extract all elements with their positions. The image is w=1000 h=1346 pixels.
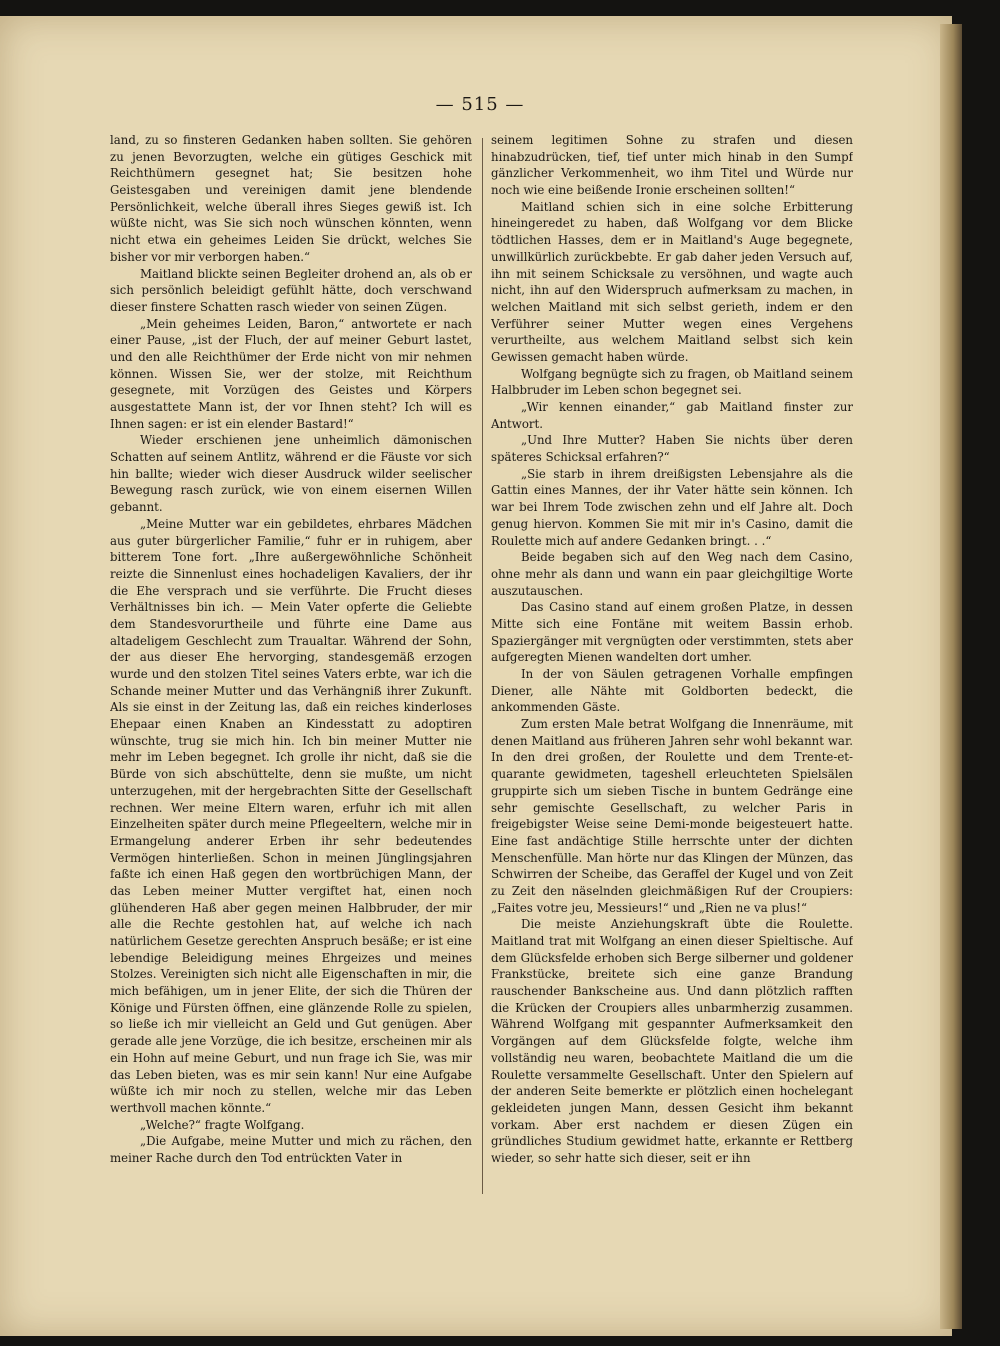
left-text-column [110, 132, 472, 1204]
paragraph: Das Casino stand auf einem großen Platze, in dessen Mitte sich eine Fontäne mit weitem Bassin erhob. Spaziergänger mit vergnügten oder verstimmten, stets aber aufgeregten Mienen wandelten dort umher. [491, 600, 853, 665]
page-number: — 515 — [435, 94, 525, 115]
paragraph: seinem legitimen Sohne zu strafen und diesen hinabzudrücken, tief, tief unter mich hinab in den Sumpf gänzlicher Verkommenheit, wo ihm Titel und Würde nur noch wie eine beißende Ironie erscheinen sollten!“ [491, 133, 853, 198]
paragraph: „Meine Mutter war ein gebildetes, ehrbares Mädchen aus guter bürgerlicher Familie,“ fuhr er in ruhigem, aber bitterem Tone fort. „Ihre außergewöhnliche Schönheit reizte die Sinnenlust eines hochadeligen Kavaliers, der ihr die Ehe versprach und sie verführte. Die Frucht dieses Verhältnisses bin ich. — Mein Vater opferte die Geliebte dem Standesvorurtheile und führte eine Dame aus altadeligem Geschlecht zum Traualtar. Während der Sohn, der aus dieser Ehe hervorging, standesgemäß erzogen wurde und den stolzen Titel seines Vaters erbte, war ich die Schande meiner Mutter und das Verhängniß ihrer Zukunft. Als sie einst in der Zeitung las, daß ein reiches kinderloses Ehepaar einen Knaben an Kindesstatt zu adoptiren wünschte, trug sie mich hin. Ich bin meiner Mutter nie mehr im Leben begegnet. Ich grolle ihr nicht, daß sie die Bürde von sich abschüttelte, denn sie mußte, um nicht unterzugehen, mit der hergebrachten Sitte der Gesellschaft rechnen. Wer meine Eltern waren, erfuhr ich mit allen Einzelheiten später durch meine Pflegeeltern, welche mir in Ermangelung anderer Erben ihr sehr bedeutendes Vermögen hinterließen. Schon in meinen Jünglingsjahren faßte ich einen Haß gegen den wortbrüchigen Mann, der das Leben meiner Mutter vergiftet hat, einen noch glühenderen Haß aber gegen meinen Halbbruder, der mir alle die Rechte gestohlen hat, auf welche ich nach natürlichem Gesetze gerechten Anspruch besäße; er ist eine lebendige Beleidigung meines Ehrgeizes und meines Stolzes. Vereinigten sich nicht alle Eigenschaften in mir, die mich befähigen, um in jener Elite, der sich die Thüren der Könige und Fürsten öffnen, eine glänzende Rolle zu spielen, so ließe ich mir vielleicht an Geld und Gut genügen. Aber gerade alle jene Vorzüge, die ich besitze, erscheinen mir als ein Hohn auf meine Geburt, und nun frage ich Sie, was mir das Leben bieten, was es mir sein kann! Nur eine Aufgabe wüßte ich mir noch zu stellen, welche mir das Leben werthvoll machen könnte.“ [110, 516, 472, 1115]
paragraph: land, zu so finsteren Gedanken haben sollten. Sie gehören zu jenen Bevorzugten, welche ein gütiges Geschick mit Reichthümern gesegnet hat; Sie besitzen hohe Geistesgaben und vereinigen damit jene blendende Persönlichkeit, welche überall ihres Sieges gewiß ist. Ich wüßte nicht, was Sie sich noch wünschen könnten, wenn nicht etwa ein geheimes Leiden Sie drückt, welches Sie bisher vor mir verborgen haben.“ [110, 133, 472, 264]
paragraph: „Wir kennen einander,“ gab Maitland finster zur Antwort. [491, 400, 853, 431]
paragraph: In der von Säulen getragenen Vorhalle empfingen Diener, alle Nähte mit Goldborten bedeckt, die ankommenden Gäste. [491, 667, 853, 715]
paragraph: „Sie starb in ihrem dreißigsten Lebensjahre als die Gattin eines Mannes, der ihr Vater hätte sein können. Ich war bei Ihrem Tode zwischen zehn und elf Jahre alt. Doch genug hiervon. Kommen Sie mit mir in's Casino, damit die Roulette mich auf andere Gedanken bringt. . .“ [491, 466, 853, 548]
paragraph: „Welche?“ fragte Wolfgang. [140, 1117, 305, 1132]
paragraph: Wolfgang begnügte sich zu fragen, ob Maitland seinem Halbbruder im Leben schon begegnet sei. [491, 366, 853, 398]
paragraph: „Und Ihre Mutter? Haben Sie nichts über deren späteres Schicksal erfahren?“ [491, 433, 853, 465]
paragraph: „Mein geheimes Leiden, Baron,“ antwortete er nach einer Pause, „ist der Fluch, der auf meiner Geburt lastet, und den alle Reichthümer der Erde nicht von mir nehmen können. Wissen Sie, wer der stolze, mit Reichthum gesegnete, mit Vorzügen des Geistes und Körpers ausgestattete Mann ist, der vor Ihnen steht? Ich will es Ihnen sagen: er ist ein elender Bastard!“ [110, 316, 472, 431]
page-edge [940, 24, 962, 1329]
paragraph: Maitland blickte seinen Begleiter drohend an, als ob er sich persönlich beleidigt gefühlt hätte, doch verschwand dieser finstere Schatten rasch wieder von seinen Zügen. [110, 266, 472, 314]
paragraph: Maitland schien sich in eine solche Erbitterung hineingeredet zu haben, daß Wolfgang vor dem Blicke tödtlichen Hasses, dem er in Maitland's Auge begegnete, unwillkürlich zurückbebte. Er gab daher jeden Versuch auf, ihn mit seinem Schicksale zu versöhnen, und wagte auch nicht, ihn auf den Widerspruch aufmerksam zu machen, in welchen Maitland mit sich selbst gerieth, indem er den Verführer seiner Mutter wegen eines Vergehens verurtheilte, aus welchem Maitland selbst sich kein Gewissen gemacht haben würde. [491, 199, 853, 364]
paragraph: „Die Aufgabe, meine Mutter und mich zu rächen, den meiner Rache durch den Tod entrückten Vater in [110, 1134, 472, 1165]
paragraph: Die meiste Anziehungskraft übte die Roulette. Maitland trat mit Wolfgang an einen dieser Spieltische. Auf dem Glücksfelde erhoben sich Berge silberner und goldener Frankstücke, breitete sich eine ganze Brandung rauschender Bankscheine aus. Und dann plötzlich rafften die Krücken der Croupiers alles unbarmherzig zusammen. Während Wolfgang mit gespannter Aufmerksamkeit den Vorgängen auf dem Glücksfelde folgte, welche ihm vollständig neu waren, beobachtete Maitland die um die Roulette versammelte Gesellschaft. Unter den Spielern auf der anderen Seite bemerkte er plötzlich einen hochelegant gekleideten jungen Mann, dessen Gesicht ihm bekannt vorkam. Aber erst nachdem er diesen Zügen ein gründliches Studium gewidmet hatte, erkannte er Rettberg wieder, so sehr hatte sich dieser, seit er ihn [491, 917, 853, 1165]
paragraph: Zum ersten Male betrat Wolfgang die Innenräume, mit denen Maitland aus früheren Jahren sehr wohl bekannt war. In den drei großen, der Roulette und dem Trente-et-quarante gewidmeten, tageshell erleuchteten Spielsälen gruppirte sich um sieben Tische in buntem Gedränge eine sehr gemischte Gesellschaft, zu welcher Paris in freigebigster Weise seine Demi-monde beigesteuert hatte. Eine fast andächtige Stille herrschte unter der dichten Menschenfülle. Man hörte nur das Klingen der Münzen, das Schwirren der Scheibe, das Geraffel der Kugel und von Zeit zu Zeit den näselnden gleichmäßigen Ruf der Croupiers: „Faites votre jeu, Messieurs!“ und „Rien ne va plus!“ [491, 717, 853, 915]
paragraph: Wieder erschienen jene unheimlich dämonischen Schatten auf seinem Antlitz, während er die Fäuste vor sich hin ballte; wieder wich dieser Ausdruck wilder seelischer Bewegung rasch zurück, wie von einem eisernen Willen gebannt. [110, 433, 472, 515]
right-text-column [491, 132, 853, 1204]
paragraph: Beide begaben sich auf den Weg nach dem Casino, ohne mehr als dann und wann ein paar gleichgiltige Worte auszutauschen. [491, 550, 853, 598]
column-divider [482, 138, 483, 1194]
